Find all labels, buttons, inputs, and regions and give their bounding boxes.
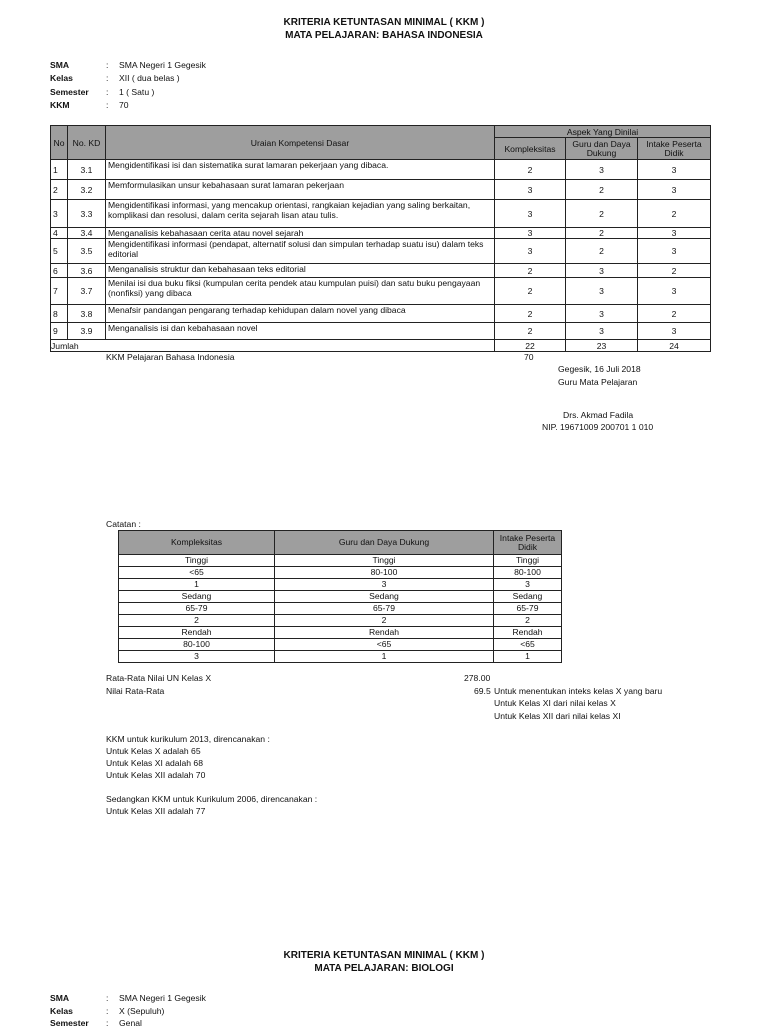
catatan-cell: Sedang (494, 591, 562, 603)
row-kompleksitas: 2 (495, 264, 566, 278)
catatan-cell: 1 (119, 579, 275, 591)
row-kompleksitas: 2 (495, 305, 566, 323)
sign-role: Guru Mata Pelajaran (558, 377, 638, 387)
info-label-kelas: Kelas (50, 73, 73, 83)
header-kd: No. KD (68, 126, 106, 160)
row-kompleksitas: 3 (495, 228, 566, 239)
doc2-info-label-kelas: Kelas (50, 1006, 73, 1016)
row-kd: 3.8 (68, 305, 106, 323)
kkm-subject-label: KKM Pelajaran Bahasa Indonesia (106, 352, 235, 362)
catatan-cell: 1 (494, 651, 562, 663)
jumlah-intake: 24 (638, 340, 711, 352)
row-no: 8 (51, 305, 68, 323)
row-guru: 3 (566, 160, 638, 180)
plan2006-line2: Untuk Kelas XII adalah 77 (106, 806, 206, 816)
info-sep: : (106, 73, 109, 83)
row-desc: Mengidentifikasi informasi (pendapat, alternatif solusi dan simpulan terhadap suatu isu) dalam teks editorial (106, 239, 495, 264)
catatan-cell: 80-100 (119, 639, 275, 651)
avg-value: 69.5 (474, 686, 491, 696)
doc2-info-sep: : (106, 1006, 109, 1016)
catatan-cell: 3 (494, 579, 562, 591)
row-kompleksitas: 2 (495, 323, 566, 340)
catatan-cell: 3 (119, 651, 275, 663)
header-aspek: Aspek Yang Dinilai (495, 126, 711, 138)
note-line3: Untuk Kelas XII dari nilai kelas XI (494, 711, 621, 721)
note-line2: Untuk Kelas XI dari nilai kelas X (494, 698, 616, 708)
row-desc: Mengidentifikasi informasi, yang mencakup orientasi, rangkaian kejadian yang saling berkaitan, komplikasi dan resolusi, dalam cerita sejarah lisan atau tulis. (106, 200, 495, 228)
row-kompleksitas: 2 (495, 160, 566, 180)
plan2006-line1: Sedangkan KKM untuk Kurikulum 2006, direncanakan : (106, 794, 318, 804)
catatan-row (119, 651, 562, 663)
catatan-cell: 65-79 (119, 603, 275, 615)
row-guru: 3 (566, 305, 638, 323)
doc2-info-label-sma: SMA (50, 993, 70, 1003)
note-line1: Untuk menentukan inteks kelas X yang baru (494, 686, 663, 696)
table-row (51, 200, 711, 228)
row-no: 5 (51, 239, 68, 264)
kkm-table (50, 125, 711, 352)
catatan-row (119, 639, 562, 651)
catatan-cell: <65 (494, 639, 562, 651)
sign-name: Drs. Akmad Fadila (563, 410, 634, 420)
doc2-info-label-semester: Semester (50, 1018, 89, 1028)
catatan-row (119, 555, 562, 567)
plan2013-line3: Untuk Kelas XI adalah 68 (106, 758, 203, 768)
row-guru: 3 (566, 323, 638, 340)
catatan-cell: <65 (275, 639, 494, 651)
catatan-cell: 65-79 (494, 603, 562, 615)
catatan-cell: Tinggi (119, 555, 275, 567)
row-desc: Menganalisis kebahasaan cerita atau novel sejarah (106, 228, 495, 239)
row-guru: 2 (566, 239, 638, 264)
info-value-kkm: 70 (119, 100, 129, 110)
row-kompleksitas: 3 (495, 239, 566, 264)
row-kd: 3.1 (68, 160, 106, 180)
doc2-title-line1: KRITERIA KETUNTASAN MINIMAL ( KKM ) (283, 950, 485, 961)
row-no: 7 (51, 278, 68, 305)
row-no: 9 (51, 323, 68, 340)
row-intake: 3 (638, 239, 711, 264)
info-sep: : (106, 100, 109, 110)
jumlah-guru: 23 (566, 340, 638, 352)
info-value-sma: SMA Negeri 1 Gegesik (119, 60, 206, 70)
un-value: 278.00 (464, 673, 491, 683)
info-sep: : (106, 87, 109, 97)
table-row (51, 278, 711, 305)
table-row (51, 305, 711, 323)
catatan-cell: 80-100 (275, 567, 494, 579)
avg-label: Nilai Rata-Rata (106, 686, 165, 696)
plan2013-line2: Untuk Kelas X adalah 65 (106, 746, 201, 756)
catatan-row (119, 615, 562, 627)
catatan-row (119, 579, 562, 591)
plan2013-line1: KKM untuk kurikulum 2013, direncanakan : (106, 734, 270, 744)
header-intake: Intake Peserta Didik (638, 138, 711, 160)
catatan-header-guru: Guru dan Daya Dukung (275, 531, 494, 555)
row-intake: 2 (638, 264, 711, 278)
row-no: 1 (51, 160, 68, 180)
doc2-title-line2: MATA PELAJARAN: BIOLOGI (314, 963, 454, 974)
row-intake: 3 (638, 323, 711, 340)
doc2-info-sep: : (106, 1018, 109, 1028)
catatan-header-kompleksitas: Kompleksitas (119, 531, 275, 555)
doc2-info-value-kelas: X (Sepuluh) (119, 1006, 165, 1016)
row-kompleksitas: 2 (495, 278, 566, 305)
sign-place-date: Gegesik, 16 Juli 2018 (558, 364, 641, 374)
row-intake: 2 (638, 305, 711, 323)
catatan-cell: Tinggi (275, 555, 494, 567)
catatan-cell: 2 (275, 615, 494, 627)
row-no: 6 (51, 264, 68, 278)
header-guru: Guru dan Daya Dukung (566, 138, 638, 160)
catatan-cell: 80-100 (494, 567, 562, 579)
row-intake: 2 (638, 200, 711, 228)
info-value-kelas: XII ( dua belas ) (119, 73, 180, 83)
info-label-kkm: KKM (50, 100, 70, 110)
row-desc: Menilai isi dua buku fiksi (kumpulan cerita pendek atau kumpulan puisi) dan satu buku pengayaan (nonfiksi) yang dibaca (106, 278, 495, 305)
jumlah-row (51, 340, 711, 352)
row-intake: 3 (638, 180, 711, 200)
table-row (51, 180, 711, 200)
header-kompleksitas: Kompleksitas (495, 138, 566, 160)
catatan-row (119, 627, 562, 639)
row-intake: 3 (638, 228, 711, 239)
doc-title-line2: MATA PELAJARAN: BAHASA INDONESIA (285, 30, 483, 41)
table-row (51, 160, 711, 180)
row-intake: 3 (638, 160, 711, 180)
row-kd: 3.3 (68, 200, 106, 228)
catatan-row (119, 567, 562, 579)
catatan-cell: Sedang (119, 591, 275, 603)
catatan-cell: Rendah (275, 627, 494, 639)
catatan-table (118, 530, 562, 663)
row-no: 2 (51, 180, 68, 200)
row-kompleksitas: 3 (495, 180, 566, 200)
row-desc: Mengidentifikasi isi dan sistematika surat lamaran pekerjaan yang dibaca. (106, 160, 495, 180)
row-kd: 3.4 (68, 228, 106, 239)
row-kd: 3.9 (68, 323, 106, 340)
table-row (51, 323, 711, 340)
table-row (51, 239, 711, 264)
row-desc: Memformulasikan unsur kebahasaan surat lamaran pekerjaan (106, 180, 495, 200)
info-label-sma: SMA (50, 60, 70, 70)
sign-nip: NIP. 19671009 200701 1 010 (542, 422, 654, 432)
row-guru: 3 (566, 278, 638, 305)
header-uraian: Uraian Kompetensi Dasar (106, 126, 495, 160)
catatan-cell: <65 (119, 567, 275, 579)
catatan-cell: Rendah (494, 627, 562, 639)
catatan-row (119, 591, 562, 603)
catatan-cell: 2 (494, 615, 562, 627)
catatan-cell: 65-79 (275, 603, 494, 615)
catatan-row (119, 603, 562, 615)
catatan-cell: 1 (275, 651, 494, 663)
header-no: No (51, 126, 68, 160)
doc2-info-value-sma: SMA Negeri 1 Gegesik (119, 993, 206, 1003)
un-label: Rata-Rata Nilai UN Kelas X (106, 673, 212, 683)
catatan-cell: 2 (119, 615, 275, 627)
row-desc: Menganalisis isi dan kebahasaan novel (106, 323, 495, 340)
catatan-cell: Rendah (119, 627, 275, 639)
row-guru: 3 (566, 264, 638, 278)
info-sep: : (106, 60, 109, 70)
row-kd: 3.5 (68, 239, 106, 264)
table-row (51, 264, 711, 278)
kkm-subject-value: 70 (524, 352, 534, 362)
doc2-info-value-semester: Genal (119, 1018, 142, 1028)
row-no: 3 (51, 200, 68, 228)
catatan-header-intake: Intake Peserta Didik (494, 531, 562, 555)
row-desc: Menafsir pandangan pengarang terhadap kehidupan dalam novel yang dibaca (106, 305, 495, 323)
plan2013-line4: Untuk Kelas XII adalah 70 (106, 770, 206, 780)
row-kd: 3.7 (68, 278, 106, 305)
info-label-semester: Semester (50, 87, 89, 97)
row-kompleksitas: 3 (495, 200, 566, 228)
info-value-semester: 1 ( Satu ) (119, 87, 155, 97)
row-guru: 2 (566, 200, 638, 228)
row-kd: 3.2 (68, 180, 106, 200)
row-guru: 2 (566, 228, 638, 239)
doc2-info-sep: : (106, 993, 109, 1003)
jumlah-label: Jumlah (51, 340, 495, 352)
catatan-cell: Sedang (275, 591, 494, 603)
catatan-label: Catatan : (106, 519, 141, 529)
row-no: 4 (51, 228, 68, 239)
doc-title-line1: KRITERIA KETUNTASAN MINIMAL ( KKM ) (283, 17, 485, 28)
row-desc: Menganalisis struktur dan kebahasaan teks editorial (106, 264, 495, 278)
jumlah-kompleksitas: 22 (495, 340, 566, 352)
row-kd: 3.6 (68, 264, 106, 278)
row-guru: 2 (566, 180, 638, 200)
catatan-cell: Tinggi (494, 555, 562, 567)
row-intake: 3 (638, 278, 711, 305)
table-row (51, 228, 711, 239)
catatan-cell: 3 (275, 579, 494, 591)
